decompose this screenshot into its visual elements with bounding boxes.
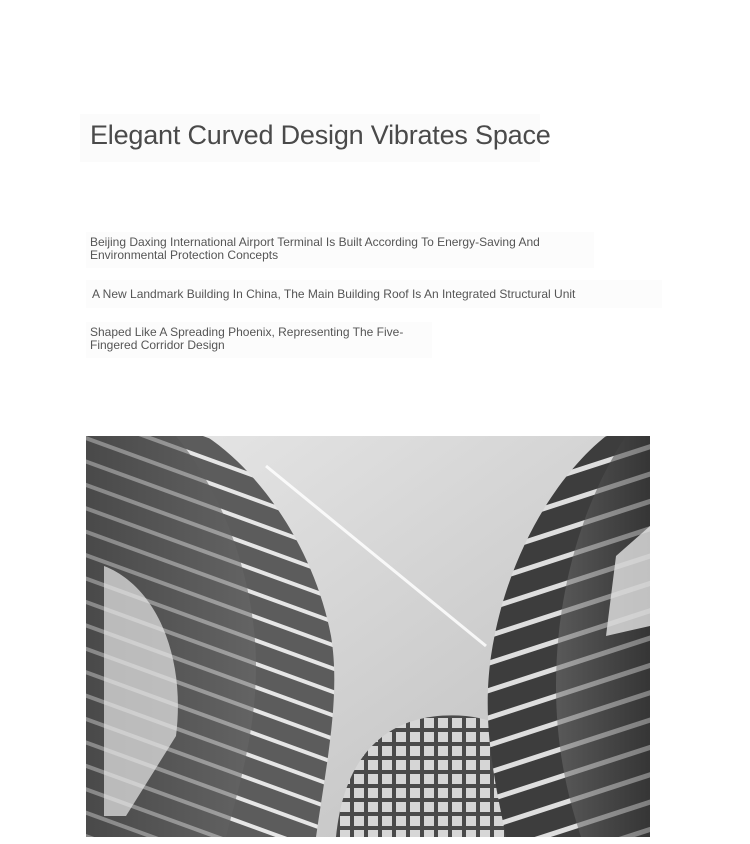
- description-paragraph-3: Shaped Like A Spreading Phoenix, Representing The Five-Fingered Corridor Design: [86, 322, 432, 358]
- description-paragraph-2: A New Landmark Building In China, The Main Building Roof Is An Integrated Structural Unit: [86, 280, 662, 308]
- architecture-photo-icon: [86, 436, 650, 837]
- architecture-photo: [86, 436, 650, 837]
- description-paragraph-1: Beijing Daxing International Airport Terminal Is Built According To Energy-Saving And Environmental Protection Concepts: [86, 232, 594, 268]
- page-title: Elegant Curved Design Vibrates Space: [90, 120, 551, 150]
- title-block: [80, 114, 551, 162]
